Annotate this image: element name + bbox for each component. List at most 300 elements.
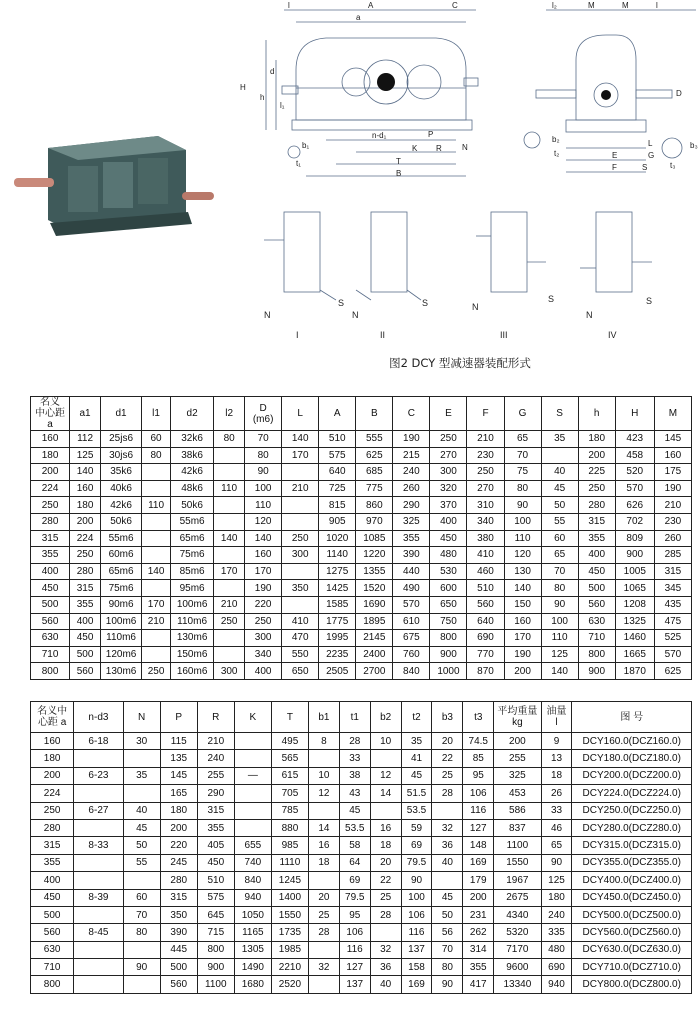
table-cell: 160m6 <box>170 663 213 680</box>
table-cell: 20 <box>308 889 339 906</box>
table-cell: 32 <box>308 959 339 976</box>
table-cell <box>308 750 339 767</box>
table-cell <box>214 447 245 464</box>
table-cell: DCY400.0(DCZ400.0) <box>572 872 692 889</box>
table-cell: 170 <box>245 563 282 580</box>
table-cell: 75m6 <box>100 580 141 597</box>
svg-text:h: h <box>260 93 265 102</box>
table-cell: 18 <box>370 837 401 854</box>
table-header-row <box>31 397 692 431</box>
table-cell: 520 <box>615 464 654 481</box>
table-header-cell: h <box>578 397 615 431</box>
table-cell: 40 <box>541 464 578 481</box>
table-cell: 760 <box>393 646 430 663</box>
table-cell: 870 <box>467 663 504 680</box>
table-cell: 170 <box>142 596 171 613</box>
table-cell: 470 <box>282 630 319 647</box>
table-header-cell: 名义中 心距 a <box>31 702 74 733</box>
table-cell: 1355 <box>356 563 393 580</box>
table-cell: 740 <box>234 854 271 871</box>
table-cell: 60 <box>123 889 160 906</box>
table-cell: 400 <box>31 872 74 889</box>
table-cell: 45 <box>123 819 160 836</box>
table-cell <box>74 941 123 958</box>
table-cell: 1275 <box>319 563 356 580</box>
table-cell: 325 <box>393 513 430 530</box>
table-cell: 1550 <box>271 906 308 923</box>
svg-text:t₁: t₁ <box>296 159 301 168</box>
table-cell: 200 <box>160 819 197 836</box>
table-cell: 355 <box>197 819 234 836</box>
table-cell: 85 <box>463 750 494 767</box>
table-cell: 50 <box>123 837 160 854</box>
table-cell: 325 <box>494 767 541 784</box>
table-cell: 74.5 <box>463 733 494 750</box>
table-row <box>31 889 692 906</box>
table-cell: 69 <box>339 872 370 889</box>
table-row <box>31 613 692 630</box>
end-view-drawing <box>524 1 698 172</box>
table-cell: 35 <box>541 431 578 448</box>
table-cell: 1100 <box>494 837 541 854</box>
table-cell: 390 <box>393 547 430 564</box>
table-cell: 45 <box>339 802 370 819</box>
svg-text:N: N <box>264 310 271 320</box>
table-cell: 710 <box>31 646 70 663</box>
table-cell: 175 <box>654 464 691 481</box>
svg-text:B: B <box>396 169 402 178</box>
table-cell: 165 <box>160 785 197 802</box>
table-cell: 800 <box>578 646 615 663</box>
table-cell: 800 <box>31 663 70 680</box>
table-cell: 170 <box>282 447 319 464</box>
table-cell: 775 <box>356 480 393 497</box>
table-cell: 8-33 <box>74 837 123 854</box>
table-cell: 160 <box>70 480 101 497</box>
table-cell: 380 <box>467 530 504 547</box>
table-cell: 240 <box>393 464 430 481</box>
table-cell: 100 <box>541 613 578 630</box>
table-cell: 180 <box>31 750 74 767</box>
table-cell: 837 <box>494 819 541 836</box>
table-cell: 650 <box>282 663 319 680</box>
svg-text:C: C <box>452 1 458 10</box>
table-header-cell: S <box>541 397 578 431</box>
svg-text:a: a <box>356 13 361 22</box>
table-cell: 8-39 <box>74 889 123 906</box>
table-cell: 1870 <box>615 663 654 680</box>
table-cell: 150 <box>504 596 541 613</box>
table-cell: 250 <box>31 497 70 514</box>
table-cell: 75m6 <box>170 547 213 564</box>
table-cell: 200 <box>463 889 494 906</box>
table-cell: 60 <box>142 431 171 448</box>
table-cell: 53.5 <box>401 802 432 819</box>
table-row <box>31 733 692 750</box>
table-cell: 280 <box>578 497 615 514</box>
table-row <box>31 854 692 871</box>
table-cell: 112 <box>70 431 101 448</box>
table-row <box>31 563 692 580</box>
table-row <box>31 464 692 481</box>
table-cell: 250 <box>214 613 245 630</box>
table-cell: 190 <box>504 646 541 663</box>
table-cell: 350 <box>282 580 319 597</box>
table-cell: 560 <box>70 663 101 680</box>
table-cell: 20 <box>370 854 401 871</box>
table-cell: 90 <box>245 464 282 481</box>
table-cell: 630 <box>31 630 70 647</box>
table-cell: 140 <box>282 431 319 448</box>
table-cell: 51.5 <box>401 785 432 802</box>
svg-text:S: S <box>422 298 429 308</box>
table-cell: DCY355.0(DCZ355.0) <box>572 854 692 871</box>
table-cell: 180 <box>541 889 572 906</box>
table-cell: 345 <box>654 580 691 597</box>
table-cell: 70 <box>432 941 463 958</box>
table-cell: 575 <box>197 889 234 906</box>
table-cell <box>282 497 319 514</box>
table-cell: 250 <box>142 663 171 680</box>
table-cell: 25js6 <box>100 431 141 448</box>
table-cell: 310 <box>467 497 504 514</box>
table-cell: 56 <box>432 924 463 941</box>
table-header-cell: b1 <box>308 702 339 733</box>
table-row <box>31 663 692 680</box>
table-cell: 2700 <box>356 663 393 680</box>
table-cell: 169 <box>401 976 432 993</box>
table-cell: 55 <box>123 854 160 871</box>
table-cell: 50k6 <box>170 497 213 514</box>
table-cell <box>142 464 171 481</box>
side-view-drawing <box>240 1 478 178</box>
table-cell: 8 <box>308 733 339 750</box>
table-cell: 160 <box>504 613 541 630</box>
table-row <box>31 767 692 784</box>
table-cell: 115 <box>160 733 197 750</box>
table-cell: 240 <box>197 750 234 767</box>
table-cell: 140 <box>214 530 245 547</box>
svg-text:P: P <box>428 130 434 139</box>
table-cell: 28 <box>370 906 401 923</box>
table-cell: 7170 <box>494 941 541 958</box>
table-cell: 530 <box>430 563 467 580</box>
table-cell: 2400 <box>356 646 393 663</box>
table-header-cell: A <box>319 397 356 431</box>
svg-text:l₁: l₁ <box>280 101 285 110</box>
table-cell: 10 <box>308 767 339 784</box>
table-cell: 140 <box>70 464 101 481</box>
table-cell: 160 <box>654 447 691 464</box>
table-header-cell: H <box>615 397 654 431</box>
table-cell: 170 <box>214 563 245 580</box>
table-cell: 575 <box>319 447 356 464</box>
table-cell: DCY500.0(DCZ500.0) <box>572 906 692 923</box>
table-cell: 70 <box>504 447 541 464</box>
table-cell: 685 <box>356 464 393 481</box>
table-cell: 110 <box>214 480 245 497</box>
table-cell: 240 <box>541 906 572 923</box>
table-cell: 148 <box>463 837 494 854</box>
table-cell: 315 <box>31 530 70 547</box>
table-header-cell: t1 <box>339 702 370 733</box>
table-cell: 40k6 <box>100 480 141 497</box>
table-row <box>31 447 692 464</box>
table-cell: 80 <box>123 924 160 941</box>
table-cell: 110 <box>245 497 282 514</box>
table-cell: 70 <box>541 563 578 580</box>
table-cell: 80 <box>432 959 463 976</box>
table-cell: DCY630.0(DCZ630.0) <box>572 941 692 958</box>
table-cell: 315 <box>70 580 101 597</box>
table-cell: 435 <box>654 596 691 613</box>
table-cell: 550 <box>282 646 319 663</box>
table-cell: 40 <box>123 802 160 819</box>
table-cell: 85m6 <box>170 563 213 580</box>
table-cell: 560 <box>467 596 504 613</box>
table-header-cell: l2 <box>214 397 245 431</box>
table-cell: 260 <box>654 530 691 547</box>
table-cell: 41 <box>401 750 432 767</box>
table-cell: 690 <box>541 959 572 976</box>
table-cell: 905 <box>319 513 356 530</box>
svg-text:II: II <box>380 330 386 340</box>
table-cell <box>74 854 123 871</box>
table-row <box>31 750 692 767</box>
table-cell: 9 <box>541 733 572 750</box>
table-cell: 110m6 <box>100 630 141 647</box>
table-header-row <box>31 702 692 733</box>
table-header-cell: P <box>160 702 197 733</box>
table-cell: 400 <box>430 513 467 530</box>
table-cell: 100m6 <box>100 613 141 630</box>
table-cell <box>123 750 160 767</box>
table-header-cell: F <box>467 397 504 431</box>
table-cell: 116 <box>339 941 370 958</box>
table-cell: 100m6 <box>170 596 213 613</box>
table-cell: 270 <box>430 447 467 464</box>
table-cell: 1305 <box>234 941 271 958</box>
table-cell: 250 <box>31 802 74 819</box>
table-cell <box>142 646 171 663</box>
table-cell: 13 <box>541 750 572 767</box>
table-cell: 224 <box>31 480 70 497</box>
table-cell <box>234 802 271 819</box>
table-cell: 55m6 <box>170 513 213 530</box>
table-cell: 220 <box>245 596 282 613</box>
table-cell: 65 <box>504 431 541 448</box>
table-cell: 940 <box>234 889 271 906</box>
table-cell: 940 <box>541 976 572 993</box>
svg-text:A: A <box>368 1 374 10</box>
table-row <box>31 431 692 448</box>
table-cell: 179 <box>463 872 494 889</box>
table-cell: 58 <box>339 837 370 854</box>
table-cell: 800 <box>430 630 467 647</box>
table-cell: 423 <box>615 431 654 448</box>
table-cell <box>74 750 123 767</box>
table-cell: 80 <box>142 447 171 464</box>
table-cell: 705 <box>271 785 308 802</box>
table-cell: 710 <box>578 630 615 647</box>
table-cell: 50 <box>541 497 578 514</box>
table-cell: 210 <box>467 431 504 448</box>
table-cell: 1490 <box>234 959 271 976</box>
table-cell: 460 <box>467 563 504 580</box>
svg-text:L: L <box>648 139 653 148</box>
table-cell: 1065 <box>615 580 654 597</box>
table-cell <box>142 630 171 647</box>
table-cell: 1325 <box>615 613 654 630</box>
table-cell: 250 <box>282 530 319 547</box>
table-cell: 90m6 <box>100 596 141 613</box>
table-cell: 140 <box>245 530 282 547</box>
table-cell: 1425 <box>319 580 356 597</box>
table-cell: 525 <box>654 630 691 647</box>
table-cell: 8-45 <box>74 924 123 941</box>
table-cell: 145 <box>160 767 197 784</box>
table-cell: 1165 <box>234 924 271 941</box>
svg-text:S: S <box>646 296 653 306</box>
svg-text:N: N <box>472 302 479 312</box>
table-cell: 137 <box>339 976 370 993</box>
table-cell: 200 <box>578 447 615 464</box>
table-cell: DCY450.0(DCZ450.0) <box>572 889 692 906</box>
table-header-cell: d2 <box>170 397 213 431</box>
table-cell: 640 <box>467 613 504 630</box>
table-cell: 90 <box>504 497 541 514</box>
table-cell: 320 <box>430 480 467 497</box>
table-cell <box>541 447 578 464</box>
table-cell: 285 <box>654 547 691 564</box>
table-cell: 1050 <box>234 906 271 923</box>
table-cell: 560 <box>31 613 70 630</box>
table-cell: 40 <box>370 976 401 993</box>
table-cell: 615 <box>271 767 308 784</box>
table-cell: 230 <box>467 447 504 464</box>
table-header-cell: N <box>123 702 160 733</box>
table-cell <box>282 464 319 481</box>
table-cell: 390 <box>160 924 197 941</box>
table-cell: 26 <box>541 785 572 802</box>
table-cell: 180 <box>578 431 615 448</box>
table-cell: 25 <box>370 889 401 906</box>
svg-text:b₂: b₂ <box>552 135 560 144</box>
table-cell: 510 <box>319 431 356 448</box>
table-cell: 35 <box>401 733 432 750</box>
table-cell: 2235 <box>319 646 356 663</box>
table-cell: 110 <box>504 530 541 547</box>
table-cell <box>74 906 123 923</box>
table-cell <box>234 785 271 802</box>
table-cell: 475 <box>654 613 691 630</box>
table-cell <box>308 976 339 993</box>
table-cell: 250 <box>245 613 282 630</box>
table-cell: 315 <box>31 837 74 854</box>
table-cell: 315 <box>160 889 197 906</box>
table-cell: 985 <box>271 837 308 854</box>
table-cell: 22 <box>370 872 401 889</box>
table-cell: 450 <box>31 580 70 597</box>
table-cell <box>234 733 271 750</box>
table-header-cell: t2 <box>401 702 432 733</box>
table-cell: 250 <box>430 431 467 448</box>
table-cell <box>142 530 171 547</box>
table-cell: 170 <box>504 630 541 647</box>
table-cell: 570 <box>615 480 654 497</box>
table-cell: 116 <box>463 802 494 819</box>
table-cell: 315 <box>578 513 615 530</box>
table-row <box>31 976 692 993</box>
table-cell <box>123 785 160 802</box>
table-cell: 80 <box>245 447 282 464</box>
table-cell <box>123 872 160 889</box>
table-cell: 180 <box>160 802 197 819</box>
table-cell: 400 <box>245 663 282 680</box>
table-cell: 231 <box>463 906 494 923</box>
table-cell: 2520 <box>271 976 308 993</box>
table-cell: 710 <box>31 959 74 976</box>
table-cell: 64 <box>339 854 370 871</box>
table-row <box>31 580 692 597</box>
table-cell: 860 <box>356 497 393 514</box>
table-cell: 130m6 <box>100 663 141 680</box>
technical-drawings <box>236 0 700 350</box>
table-cell: 626 <box>615 497 654 514</box>
table-cell: 1550 <box>494 854 541 871</box>
table-cell <box>142 480 171 497</box>
table-cell: 200 <box>504 663 541 680</box>
table-cell: 200 <box>494 733 541 750</box>
table-cell: 840 <box>393 663 430 680</box>
table-cell <box>308 941 339 958</box>
table-cell: 2210 <box>271 959 308 976</box>
svg-text:d: d <box>270 67 275 76</box>
table-row <box>31 837 692 854</box>
table-cell: 90 <box>541 596 578 613</box>
svg-text:F: F <box>612 163 617 172</box>
table-row <box>31 480 692 497</box>
table-row <box>31 872 692 889</box>
table-cell: 25 <box>432 767 463 784</box>
table-cell: 80 <box>504 480 541 497</box>
table-cell: 190 <box>245 580 282 597</box>
svg-text:b₃: b₃ <box>690 141 698 150</box>
table-cell: 6-27 <box>74 802 123 819</box>
table-cell: 6-23 <box>74 767 123 784</box>
table-cell: 1895 <box>356 613 393 630</box>
table-header-cell: t3 <box>463 702 494 733</box>
svg-text:n-d₁: n-d₁ <box>372 131 387 140</box>
table-cell: 340 <box>245 646 282 663</box>
svg-text:N: N <box>352 310 359 320</box>
table-cell: 45 <box>432 889 463 906</box>
table-cell: 14 <box>370 785 401 802</box>
table-cell: 18 <box>541 767 572 784</box>
table-cell: 255 <box>197 767 234 784</box>
table-cell: 970 <box>356 513 393 530</box>
table-cell: 125 <box>541 872 572 889</box>
table-cell: 560 <box>578 596 615 613</box>
table-cell: 106 <box>401 906 432 923</box>
table-cell: 59 <box>401 819 432 836</box>
table-cell: 655 <box>234 837 271 854</box>
svg-text:l₂: l₂ <box>552 1 557 10</box>
table-cell: 675 <box>393 630 430 647</box>
table-cell: 2505 <box>319 663 356 680</box>
table-cell: 42k6 <box>170 464 213 481</box>
table-cell: 210 <box>282 480 319 497</box>
